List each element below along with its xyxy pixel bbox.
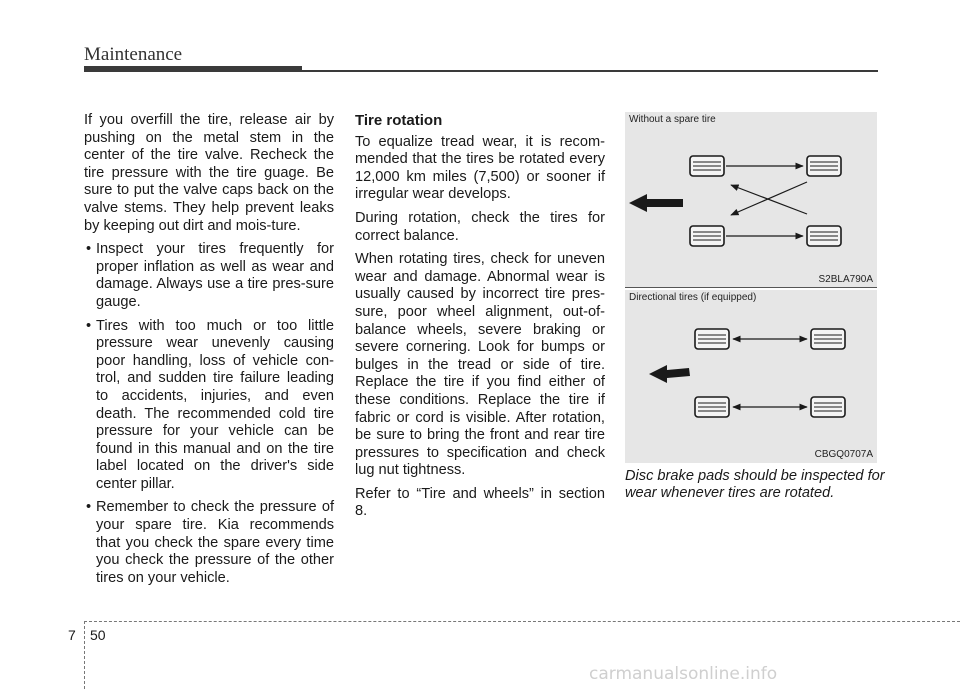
paragraph: When rotating tires, check for uneven wear and damage. Abnormal wear is usually caused by incorrect tire pres-sure, poor wheel alignment, out-of-balance wheels, severe braking or severe cornering. Look for bumps or bulges in the tread or side of tire. Replace the tire if you find either of these conditions. Replace the tire if fabric or cord is visible. After rotation, be sure to bring the front and rear tire pressures to specification and check lug nut tightness. xyxy=(355,251,605,479)
front-direction-arrow-icon xyxy=(629,194,683,212)
left-column xyxy=(84,112,334,593)
header-rule-thick xyxy=(84,66,302,72)
directional-diagram-graphic xyxy=(625,290,877,463)
figure-code: CBGQ0707A xyxy=(814,449,873,460)
footer-vertical-rule xyxy=(84,621,85,689)
watermark: carmanualsonline.info xyxy=(589,664,778,684)
figure-title: Without a spare tire xyxy=(629,114,716,125)
figure-caption: Disc brake pads should be inspected for wear whenever tires are rotated. xyxy=(625,468,885,501)
overfill-paragraph: If you overfill the tire, release air by pushing on the metal stem in the center of the tire valve. Recheck the tire pressure with the tire guage. Be sure to put the valve caps back on the valve stems. They help prevent leaks by keeping out dirt and mois-ture. xyxy=(84,112,334,234)
rotation-diagram-graphic xyxy=(625,112,877,288)
page-number: 50 xyxy=(90,627,106,643)
rotation-diagram-directional xyxy=(625,290,877,463)
list-item: • Tires with too much or too little pressure wear unevenly causing poor handling, loss of vehicle con-trol, and sudden tire failure leading to accidents, injuries, and even death. The recommended cold tire pressure for your vehicle can be found in this manual and on the tire label located on the driver's side center pillar. xyxy=(84,318,334,494)
section-number: 7 xyxy=(68,627,76,643)
figure-divider xyxy=(625,287,877,288)
header-rule-thin xyxy=(300,70,878,72)
tire-tips-list xyxy=(84,241,334,587)
middle-column xyxy=(355,112,605,527)
tire-rotation-heading: Tire rotation xyxy=(355,112,443,129)
footer-rule xyxy=(84,621,960,622)
paragraph: To equalize tread wear, it is recom-mended that the tires be rotated every 12,000 km miles (7,500) or sooner if irregular wear develops. xyxy=(355,133,605,203)
paragraph: During rotation, check the tires for correct balance. xyxy=(355,209,605,244)
rotation-diagram-no-spare xyxy=(625,112,877,288)
list-item: • Remember to check the pressure of your spare tire. Kia recommends that you check the spare every time you check the pressure of the other tires on your vehicle. xyxy=(84,499,334,587)
list-item: • Inspect your tires frequently for proper inflation as well as wear and damage. Always use a tire pres-sure gauge. xyxy=(84,241,334,311)
figure-code: S2BLA790A xyxy=(818,274,873,285)
page-header-title: Maintenance xyxy=(84,44,183,65)
figure-title: Directional tires (if equipped) xyxy=(629,292,757,303)
front-direction-arrow-icon xyxy=(649,365,690,383)
paragraph: Refer to “Tire and wheels” in section 8. xyxy=(355,485,605,520)
